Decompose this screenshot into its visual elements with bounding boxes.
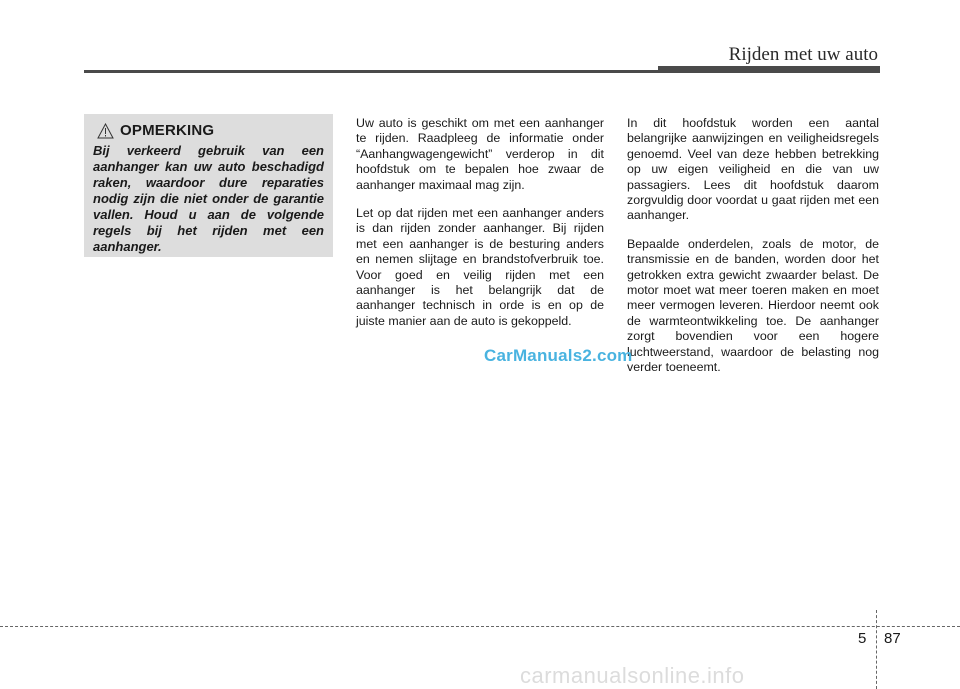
note-title: OPMERKING bbox=[120, 122, 215, 139]
header-rule bbox=[84, 70, 880, 73]
note-text: Bij verkeerd gebruik van een aanhanger kan uw auto beschadigd raken, waardoor dure reparaties nodig zijn die niet onder de garantie vallen. Houd u aan de volgende regels bij het rijden met een aanhanger. bbox=[93, 143, 324, 254]
paragraph: Bepaalde onderdelen, zoals de motor, de transmissie en de banden, worden door het getrokken extra gewicht zwaarder belast. De motor moet wat meer toeren maken en moet meer vermogen leveren. Hierdoor neemt ook de warmteontwikkeling toe. De aanhanger zorgt bovendien voor een hogere luchtweerstand, waardoor de belasting nog verder toeneemt. bbox=[627, 236, 879, 375]
paragraph: Let op dat rijden met een aanhanger anders is dan rijden zonder aanhanger. Bij rijden met een aanhanger is de besturing anders en nemen slijtage en brandstofverbruik toe. Voor goed en veilig rijden met een aanhanger is het belangrijk dat de aanhanger technisch in orde is en op de juiste manier aan de auto is gekoppeld. bbox=[356, 206, 604, 328]
warning-triangle-icon bbox=[97, 123, 114, 139]
carmanuals-watermark: CarManuals2.com bbox=[484, 346, 633, 365]
page-header-title: Rijden met uw auto bbox=[728, 44, 878, 65]
paragraph: In dit hoofdstuk worden een aantal belangrijke aanwijzingen en veiligheidsregels genoemd. Veel van deze hebben betrekking op uw eigen veiligheid en die van uw passagiers. Lees dit hoofdstuk daarom zorgvuldig door voordat u gaat rijden met een aanhanger. bbox=[627, 116, 879, 223]
page-number: 87 bbox=[884, 630, 901, 647]
chapter-number: 5 bbox=[858, 630, 867, 647]
text-column-1 bbox=[356, 116, 604, 342]
page-number-divider bbox=[876, 610, 877, 689]
warning-note-box bbox=[84, 114, 333, 257]
site-watermark: carmanualsonline.info bbox=[520, 663, 745, 688]
footer-rule bbox=[0, 626, 960, 627]
note-heading bbox=[97, 122, 324, 139]
text-column-2 bbox=[627, 116, 879, 389]
paragraph: Uw auto is geschikt om met een aanhanger te rijden. Raadpleeg de informatie onder “Aanhangwagengewicht” verderop in dit hoofdstuk om te bepalen hoe zwaar de aanhanger maximaal mag zijn. bbox=[356, 116, 604, 192]
